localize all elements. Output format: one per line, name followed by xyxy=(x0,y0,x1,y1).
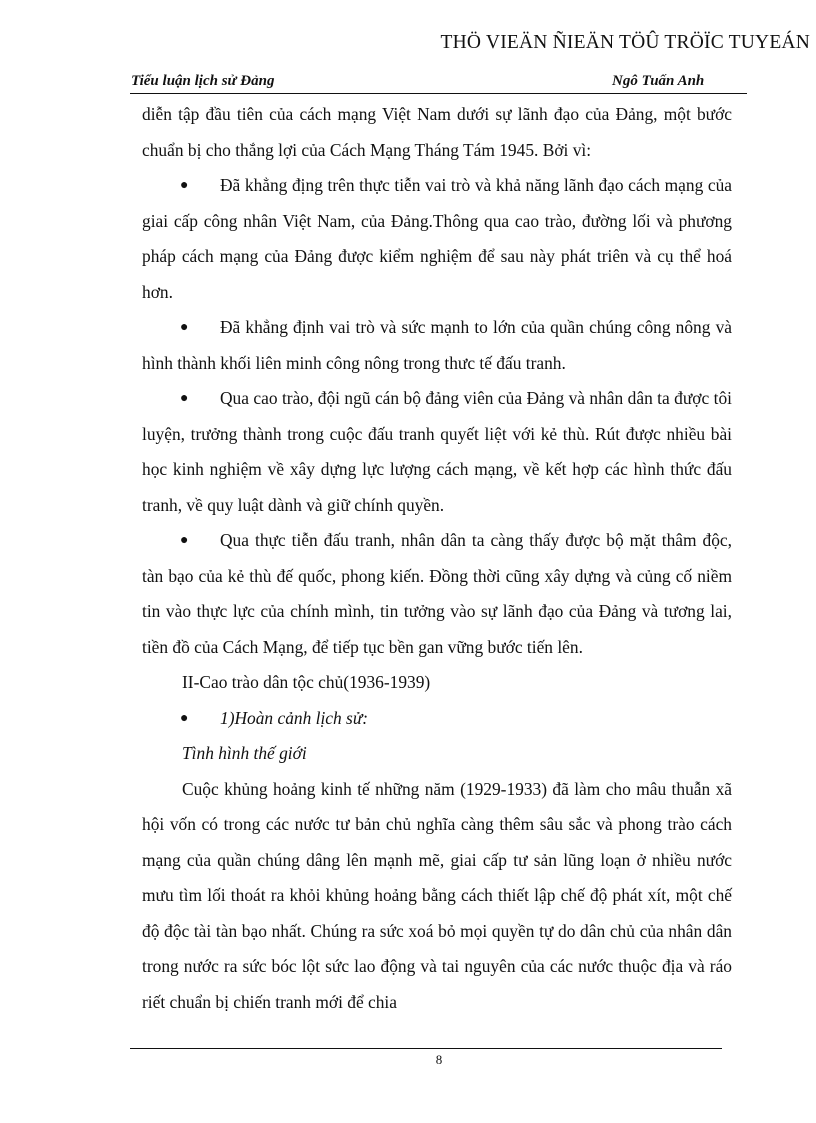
paragraph-intro: diễn tập đầu tiên của cách mạng Việt Nam dưới sự lãnh đạo của Đảng, một bước chuẩn bị cho thắng lợi của Cách Mạng Tháng Tám 1945. Bởi vì: xyxy=(142,104,732,160)
bullet-dot-icon: ● xyxy=(180,320,189,335)
library-watermark: THÖ VIEÄN ÑIEÄN TÖÛ TRÖÏC TUYEÁN xyxy=(440,32,810,53)
bullet-text-4: Qua thực tiễn đấu tranh, nhân dân ta càng thấy được bộ mặt thâm độc, tàn bạo của kẻ thù đế quốc, phong kiến. Đồng thời cũng xây dựng và củng cố niềm tin vào thực lực của chính mình, tin tưởng vào sự lãnh đạo của Đảng và tương lai, tiền đồ của Cách Mạng, để tiếp tục bền gan vững bước tiến lên. xyxy=(142,530,732,657)
bullet-text-3: Qua cao trào, đội ngũ cán bộ đảng viên của Đảng và nhân dân ta được tôi luyện, trưởng thành trong cuộc đấu tranh quyết liệt với kẻ thù. Rút được nhiều bài học kinh nghiệm về xây dựng lực lượng cách mạng, về kết hợp các hình thức đấu tranh, về quy luật dành và giữ chính quyền. xyxy=(142,388,732,515)
bullet-dot-icon: ● xyxy=(180,710,189,726)
page-number: 8 xyxy=(435,1052,443,1067)
bullet-item-3 xyxy=(142,381,732,523)
document-body xyxy=(142,97,732,1020)
subsection-item xyxy=(142,701,732,737)
bullet-text-1: Đã khẳng địng trên thực tiễn vai trò và khả năng lãnh đạo cách mạng của giai cấp công nhân Việt Nam, của Đảng.Thông qua cao trào, đường lối và phương pháp cách mạng của Đảng được kiểm nghiệm để sau này phát triên và cụ thể hoá hơn. xyxy=(142,175,732,302)
header-divider xyxy=(130,93,747,94)
bullet-text-2: Đã khẳng định vai trò và sức mạnh to lớn của quần chúng công nông và hình thành khối liên minh công nông trong thưc tế đấu tranh. xyxy=(142,317,732,373)
bullet-dot-icon: ● xyxy=(180,178,189,193)
bullet-item-1 xyxy=(142,168,732,310)
header-document-title: Tiểu luận lịch sử Đảng xyxy=(131,73,275,89)
header-author: Ngô Tuấn Anh xyxy=(612,73,705,89)
section-heading: II-Cao trào dân tộc chủ(1936-1939) xyxy=(182,672,431,692)
footer-divider xyxy=(130,1048,722,1049)
subheading-world-situation: Tình hình thế giới xyxy=(182,743,307,763)
paragraph-crisis: Cuộc khủng hoảng kinh tế những năm (1929-1933) đã làm cho mâu thuẫn xã hội vốn có trong các nước tư bản chủ nghĩa càng thêm sâu sắc và phong trào cách mạng của quần chúng dâng lên mạnh mẽ, giai cấp tư sản lũng loạn ở nhiều nước mưu tìm lối thoát ra khỏi khủng hoảng bằng cách thiết lập chế độ phát xít, một chế độ độc tài tàn bạo nhất. Chúng ra sức xoá bỏ mọi quyền tự do dân chủ của nhân dân trong nước ra sức bóc lột sức lao động và tai nguyên của các nước thuộc địa và ráo riết chuẩn bị chiến tranh mới để chia xyxy=(142,778,732,1012)
bullet-item-2 xyxy=(142,310,732,381)
bullet-item-4 xyxy=(142,523,732,665)
bullet-dot-icon: ● xyxy=(180,391,189,406)
subsection-heading: 1)Hoàn cảnh lịch sử: xyxy=(220,707,369,728)
bullet-dot-icon: ● xyxy=(180,533,189,548)
